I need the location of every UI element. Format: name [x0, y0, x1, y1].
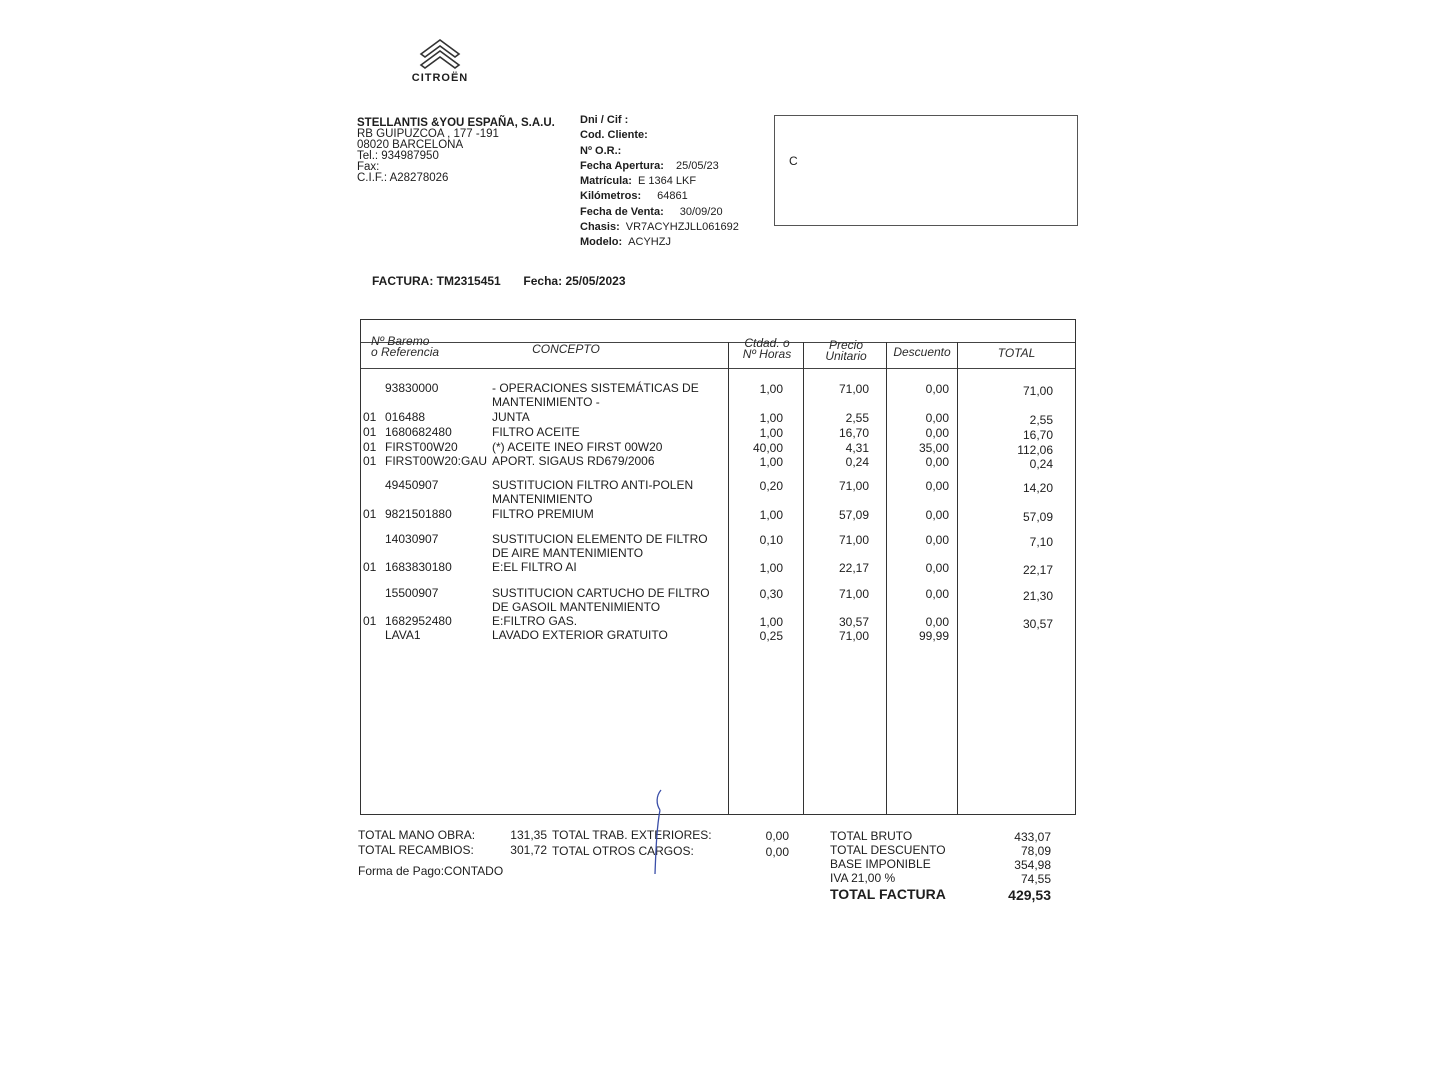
header-total: TOTAL: [997, 346, 1036, 360]
row-discount: 0,00: [925, 455, 949, 469]
header-qty-line2: Nº Horas: [742, 347, 792, 361]
row-unit-price: 16,70: [838, 426, 869, 440]
bruto-value: 433,07: [1014, 830, 1051, 844]
invoice-number: TM2315451: [436, 274, 501, 288]
row-unit-price: 4,31: [845, 441, 869, 455]
citroen-logo: [400, 36, 480, 88]
row-total: 16,70: [1022, 428, 1053, 442]
row-discount: 0,00: [925, 533, 949, 547]
company-name: STELLANTIS &YOU ESPAÑA, S.A.U.: [357, 117, 555, 129]
row-unit-price: 22,17: [838, 561, 869, 575]
payment-label: Forma de Pago:: [358, 864, 445, 878]
row-prefix: 01: [363, 410, 377, 424]
row-concept: FILTRO ACEITE: [492, 425, 580, 439]
matricula-label: Matrícula:: [580, 175, 632, 188]
venta-value: 30/09/20: [679, 205, 723, 218]
header-reference: [371, 336, 439, 358]
iva-label: IVA 21,00 %: [830, 871, 896, 885]
row-concept: - OPERACIONES SISTEMÁTICAS DE: [492, 381, 699, 395]
row-concept: DE AIRE MANTENIMIENTO: [492, 546, 644, 560]
row-unit-price: 71,00: [838, 382, 869, 396]
row-total: 7,10: [1029, 535, 1053, 549]
company-cif: C.I.F.: A28278026: [357, 172, 449, 184]
row-reference: 1680682480: [385, 425, 452, 439]
descuento-value: 78,09: [1020, 844, 1051, 858]
items-table: [360, 319, 1076, 815]
payment-method: [358, 864, 503, 878]
cliente-label: Cod. Cliente:: [580, 129, 648, 142]
header-qty-line1: Ctdad. o: [744, 336, 790, 350]
row-total: 112,06: [1017, 443, 1053, 457]
row-total: 30,57: [1022, 617, 1053, 631]
row-total: 2,55: [1029, 413, 1053, 427]
row-reference: 1682952480: [385, 614, 452, 628]
row-unit-price: 2,55: [845, 411, 869, 425]
row-concept: JUNTA: [492, 410, 530, 424]
row-discount: 0,00: [925, 587, 949, 601]
row-concept: SUSTITUCION ELEMENTO DE FILTRO: [492, 532, 708, 546]
row-unit-price: 71,00: [838, 479, 869, 493]
row-discount: 0,00: [925, 615, 949, 629]
row-discount: 0,00: [925, 382, 949, 396]
row-reference: FIRST00W20: [385, 440, 458, 454]
invoice-label: FACTURA:: [372, 274, 434, 288]
row-quantity: 1,00: [759, 382, 783, 396]
iva-value: 74,55: [1020, 872, 1051, 886]
base-label: BASE IMPONIBLE: [830, 857, 931, 871]
row-concept: E:FILTRO GAS.: [492, 614, 578, 628]
row-concept: DE GASOIL MANTENIMIENTO: [492, 600, 661, 614]
apertura-label: Fecha Apertura:: [580, 159, 664, 172]
row-prefix: 01: [363, 440, 377, 454]
company-info: [357, 118, 555, 184]
row-discount: 0,00: [925, 411, 949, 425]
row-reference: 1683830180: [385, 560, 452, 574]
row-concept: SUSTITUCION FILTRO ANTI-POLEN: [492, 478, 694, 492]
mano-obra-label: TOTAL MANO OBRA:: [358, 828, 476, 842]
or-label: Nº O.R.:: [580, 144, 622, 157]
payment-value: CONTADO: [444, 864, 504, 878]
row-total: 22,17: [1022, 563, 1053, 577]
row-quantity: 1,00: [759, 561, 783, 575]
client-box: [774, 115, 1078, 226]
row-concept: MANTENIMIENTO -: [492, 395, 600, 409]
km-label: Kilómetros:: [580, 190, 642, 203]
row-discount: 0,00: [925, 561, 949, 575]
row-unit-price: 71,00: [838, 533, 869, 547]
recambios-value: 301,72: [510, 843, 547, 857]
row-unit-price: 71,00: [838, 629, 869, 643]
brand-name: CITROËN: [411, 72, 469, 84]
row-concept: E:EL FILTRO AI: [492, 560, 577, 574]
matricula-value: E 1364 LKF: [637, 175, 697, 188]
pen-mark: [652, 786, 672, 876]
recambios-label: TOTAL RECAMBIOS:: [358, 843, 474, 857]
row-quantity: 0,10: [759, 533, 783, 547]
header-bottom-line: [361, 368, 1075, 369]
chasis-value: VR7ACYHZJLL061692: [625, 221, 739, 234]
bruto-label: TOTAL BRUTO: [830, 829, 913, 843]
row-discount: 0,00: [925, 426, 949, 440]
row-quantity: 40,00: [752, 441, 783, 455]
company-fax: Fax:: [357, 161, 380, 173]
base-value: 354,98: [1014, 858, 1051, 872]
row-unit-price: 57,09: [838, 508, 869, 522]
row-concept: MANTENIMIENTO: [492, 492, 593, 506]
row-reference: FIRST00W20:GAU: [385, 454, 488, 468]
double-chevron-icon: [418, 36, 462, 70]
invoice-date: 25/05/2023: [565, 274, 626, 288]
row-quantity: 1,00: [759, 455, 783, 469]
row-prefix: 01: [363, 507, 377, 521]
row-discount: 0,00: [925, 508, 949, 522]
header-price-line1: Precio: [828, 338, 863, 352]
apertura-value: 25/05/23: [675, 159, 719, 172]
header-ref-line1: Nº Baremo: [371, 334, 430, 348]
row-total: 0,24: [1029, 457, 1053, 471]
row-reference: 016488: [385, 410, 426, 424]
venta-label: Fecha de Venta:: [580, 205, 664, 218]
vehicle-info: [580, 113, 739, 251]
row-reference: 93830000: [385, 381, 439, 395]
row-discount: 0,00: [925, 479, 949, 493]
row-prefix: 01: [363, 454, 377, 468]
otros-value: 0,00: [765, 845, 789, 859]
row-concept: (*) ACEITE INEO FIRST 00W20: [492, 440, 663, 454]
row-total: 14,20: [1022, 481, 1053, 495]
company-tel: Tel.: 934987950: [357, 150, 439, 162]
header-top-line: [361, 342, 1075, 343]
row-quantity: 0,25: [759, 629, 783, 643]
row-concept: FILTRO PREMIUM: [492, 507, 594, 521]
row-total: 71,00: [1022, 384, 1053, 398]
total-factura-value: 429,53: [1008, 887, 1051, 903]
modelo-label: Modelo:: [580, 236, 623, 249]
modelo-value: ACYHZJ: [628, 236, 671, 249]
row-unit-price: 0,24: [845, 455, 869, 469]
row-unit-price: 71,00: [838, 587, 869, 601]
total-factura-label: TOTAL FACTURA: [830, 886, 946, 902]
row-reference: LAVA1: [385, 628, 421, 642]
dni-label: Dni / Cif :: [580, 114, 629, 126]
row-prefix: 01: [363, 425, 377, 439]
header-price: [806, 340, 886, 362]
row-prefix: 01: [363, 560, 377, 574]
row-discount: 35,00: [918, 441, 949, 455]
row-concept: APORT. SIGAUS RD679/2006: [492, 454, 655, 468]
row-quantity: 1,00: [759, 426, 783, 440]
row-concept: SUSTITUCION CARTUCHO DE FILTRO: [492, 586, 710, 600]
col-divider-total: [957, 342, 958, 814]
row-reference: 14030907: [385, 532, 439, 546]
row-reference: 9821501880: [385, 507, 452, 521]
row-quantity: 0,30: [759, 587, 783, 601]
trab-ext-value: 0,00: [765, 829, 789, 843]
header-discount: Descuento: [893, 345, 951, 359]
row-unit-price: 30,57: [838, 615, 869, 629]
row-quantity: 1,00: [759, 411, 783, 425]
header-price-line2: Unitario: [825, 349, 867, 363]
row-reference: 15500907: [385, 586, 439, 600]
descuento-label: TOTAL DESCUENTO: [830, 843, 946, 857]
header-concepto: CONCEPTO: [532, 342, 600, 356]
mano-obra-value: 131,35: [510, 828, 547, 842]
invoice-header: [372, 274, 626, 288]
client-text: C: [789, 154, 798, 168]
row-reference: 49450907: [385, 478, 439, 492]
chasis-label: Chasis:: [580, 221, 620, 234]
header-quantity: [731, 338, 803, 360]
otros-label: TOTAL OTROS CARGOS:: [552, 844, 694, 858]
row-quantity: 1,00: [759, 508, 783, 522]
row-concept: LAVADO EXTERIOR GRATUITO: [492, 628, 668, 642]
row-quantity: 1,00: [759, 615, 783, 629]
company-city: 08020 BARCELONA: [357, 139, 464, 151]
row-discount: 99,99: [918, 629, 949, 643]
km-value: 64861: [657, 190, 688, 203]
row-prefix: 01: [363, 614, 377, 628]
trab-ext-label: TOTAL TRAB. EXTERIORES:: [552, 828, 712, 842]
row-quantity: 0,20: [759, 479, 783, 493]
company-address: RB GUIPUZCOA , 177 -191: [357, 128, 499, 140]
row-total: 21,30: [1022, 589, 1053, 603]
row-total: 57,09: [1022, 510, 1053, 524]
invoice-date-label: Fecha:: [523, 274, 563, 288]
header-ref-line2: o Referencia: [371, 345, 440, 359]
